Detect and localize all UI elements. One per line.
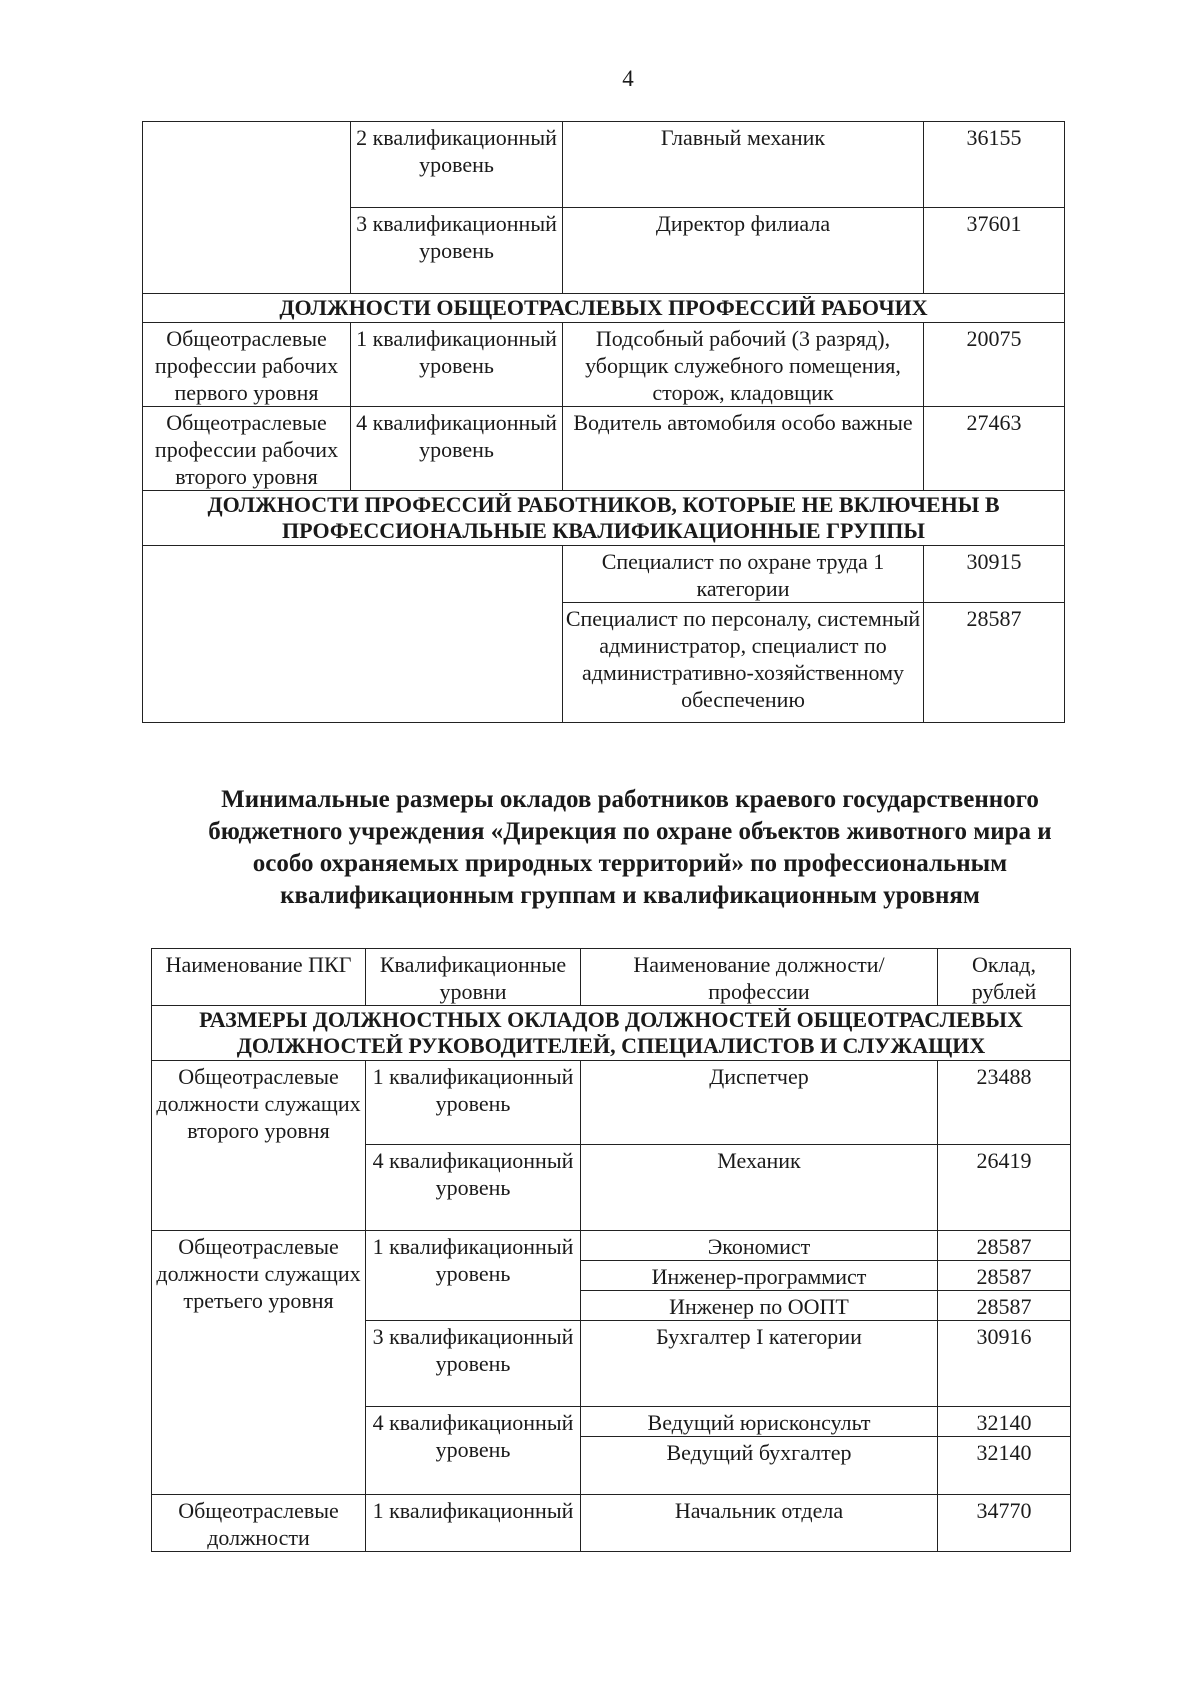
section-heading: РАЗМЕРЫ ДОЛЖНОСТНЫХ ОКЛАДОВ ДОЛЖНОСТЕЙ ОБЩЕОТРАСЛЕВЫХ ДОЛЖНОСТЕЙ РУКОВОДИТЕЛЕЙ, СПЕЦИАЛИСТОВ И СЛУЖАЩИХ <box>152 1006 1071 1061</box>
section-row <box>152 1006 1071 1061</box>
table-row <box>152 1495 1071 1552</box>
position-cell: Ведущий юрисконсульт <box>581 1407 938 1437</box>
table-row <box>152 1231 1071 1261</box>
qualification-level-cell: 1 квалификационный уровень <box>366 1231 581 1321</box>
salary-cell: 28587 <box>938 1261 1071 1291</box>
page-number: 4 <box>622 66 634 91</box>
header-level: Квалификационные уровни <box>366 949 581 1006</box>
table-row <box>152 1061 1071 1145</box>
pkg-cell: Общеотраслевые профессии рабочих первого уровня <box>143 323 351 407</box>
qualification-level-cell: 1 квалификационный уровень <box>351 323 563 407</box>
title-line: квалификационным группам и квалификационным уровням <box>280 882 980 909</box>
table-row <box>143 407 1065 491</box>
salary-cell: 20075 <box>924 323 1065 407</box>
empty-cell <box>143 546 563 723</box>
salary-cell: 28587 <box>938 1231 1071 1261</box>
salary-table <box>151 948 1071 1552</box>
position-cell: Директор филиала <box>563 208 924 294</box>
qualification-level-cell: 4 квалификационный уровень <box>366 1407 581 1495</box>
salary-cell: 28587 <box>938 1291 1071 1321</box>
salary-cell: 23488 <box>938 1061 1071 1145</box>
position-cell: Ведущий бухгалтер <box>581 1437 938 1495</box>
salary-cell: 36155 <box>924 122 1065 208</box>
title-line: Минимальные размеры окладов работников краевого государственного <box>221 786 1039 813</box>
title-line: особо охраняемых природных территорий» по профессиональным <box>252 850 1008 877</box>
header-pkg: Наименование ПКГ <box>152 949 366 1006</box>
salary-cell: 30915 <box>924 546 1065 603</box>
section-heading-other: ДОЛЖНОСТИ ПРОФЕССИЙ РАБОТНИКОВ, КОТОРЫЕ НЕ ВКЛЮЧЕНЫ В ПРОФЕССИОНАЛЬНЫЕ КВАЛИФИКАЦИОННЫЕ ГРУППЫ <box>143 491 1065 546</box>
section-row <box>143 294 1065 323</box>
pkg-cell: Общеотраслевые должности <box>152 1495 366 1552</box>
header-salary: Оклад, рублей <box>938 949 1071 1006</box>
pkg-cell: Общеотраслевые профессии рабочих второго уровня <box>143 407 351 491</box>
qualification-level-cell: 4 квалификационный уровень <box>351 407 563 491</box>
qualification-level-cell: 1 квалификационный <box>366 1495 581 1552</box>
pkg-cell: Общеотраслевые должности служащих второго уровня <box>152 1061 366 1231</box>
title-line: бюджетного учреждения «Дирекция по охране объектов животного мира и <box>208 818 1052 845</box>
salary-cell: 37601 <box>924 208 1065 294</box>
section-heading-workers: ДОЛЖНОСТИ ОБЩЕОТРАСЛЕВЫХ ПРОФЕССИЙ РАБОЧИХ <box>143 294 1065 323</box>
qualification-level-cell: 1 квалификационный уровень <box>366 1061 581 1145</box>
salary-cell: 30916 <box>938 1321 1071 1407</box>
position-cell: Водитель автомобиля особо важные <box>563 407 924 491</box>
salary-table-continued <box>142 121 1065 723</box>
position-cell: Диспетчер <box>581 1061 938 1145</box>
salary-cell: 34770 <box>938 1495 1071 1552</box>
salary-cell: 26419 <box>938 1145 1071 1231</box>
qualification-level-cell: 2 квалификационный уровень <box>351 122 563 208</box>
salary-cell: 27463 <box>924 407 1065 491</box>
empty-cell <box>143 122 351 294</box>
salary-cell: 32140 <box>938 1437 1071 1495</box>
position-cell: Подсобный рабочий (3 разряд), уборщик служебного помещения, сторож, кладовщик <box>563 323 924 407</box>
position-cell: Специалист по охране труда 1 категории <box>563 546 924 603</box>
position-cell: Механик <box>581 1145 938 1231</box>
header-position: Наименование должности/профессии <box>581 949 938 1006</box>
position-cell: Главный механик <box>563 122 924 208</box>
qualification-level-cell: 3 квалификационный уровень <box>351 208 563 294</box>
position-cell: Специалист по персоналу, системный администратор, специалист по административно-хозяйственному обеспечению <box>563 603 924 723</box>
table-row <box>143 323 1065 407</box>
position-cell: Начальник отдела <box>581 1495 938 1552</box>
salary-cell: 32140 <box>938 1407 1071 1437</box>
position-cell: Инженер по ООПТ <box>581 1291 938 1321</box>
table-row <box>143 122 1065 208</box>
section-row <box>143 491 1065 546</box>
position-cell: Бухгалтер I категории <box>581 1321 938 1407</box>
position-cell: Инженер-программист <box>581 1261 938 1291</box>
qualification-level-cell: 4 квалификационный уровень <box>366 1145 581 1231</box>
position-cell: Экономист <box>581 1231 938 1261</box>
salary-cell: 28587 <box>924 603 1065 723</box>
header-row <box>152 949 1071 1006</box>
document-title <box>120 784 1140 912</box>
pkg-cell: Общеотраслевые должности служащих третьего уровня <box>152 1231 366 1495</box>
qualification-level-cell: 3 квалификационный уровень <box>366 1321 581 1407</box>
table-row <box>143 546 1065 603</box>
